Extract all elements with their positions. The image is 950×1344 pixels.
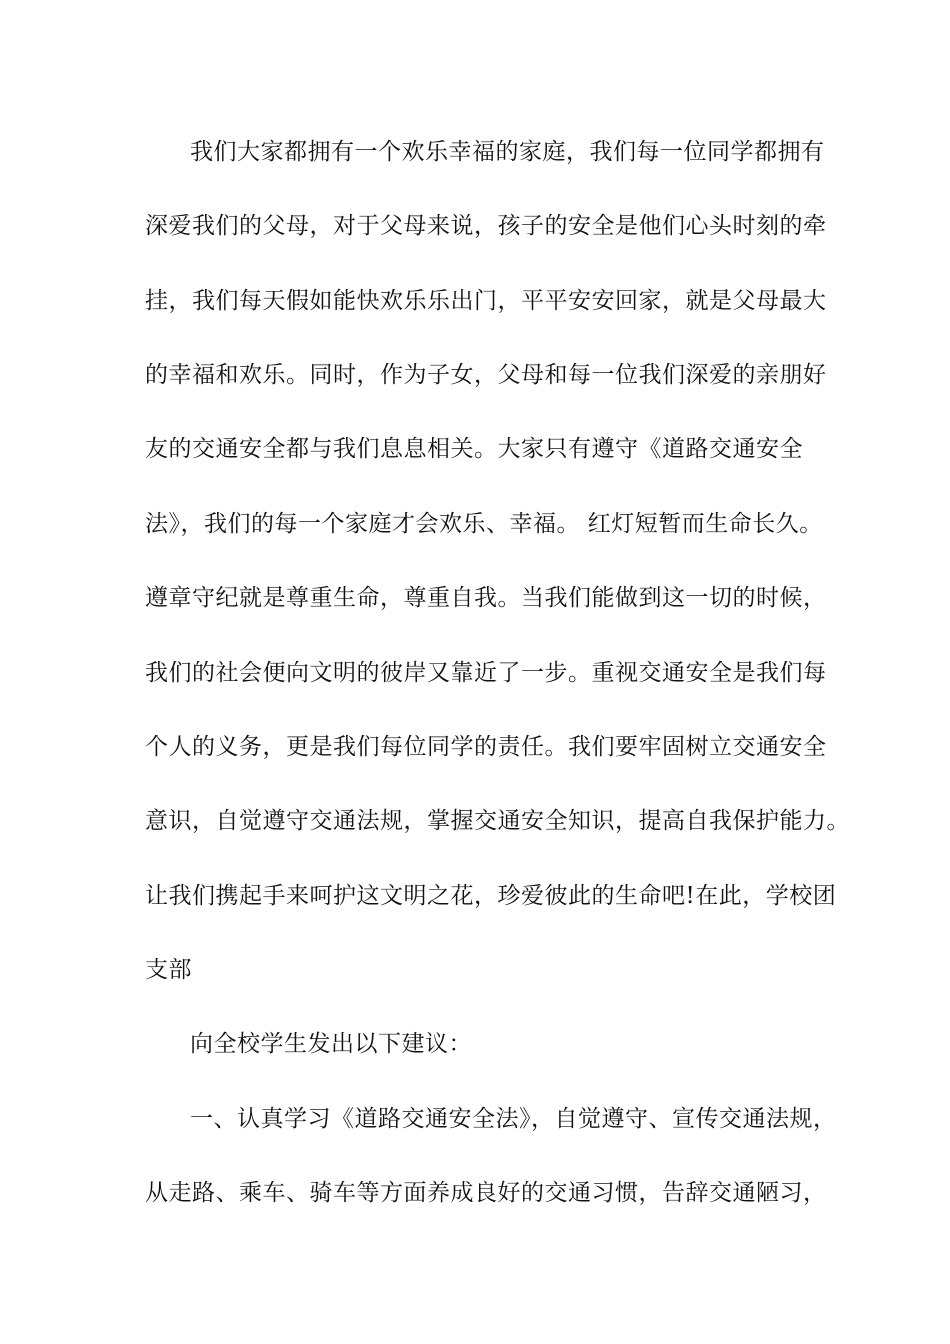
paragraph-line-1: 我们大家都拥有一个欢乐幸福的家庭，我们每一位同学都拥有 (190, 139, 825, 165)
paragraph-line-5: 友的交通安全都与我们息息相关。大家只有遵守《道路交通安全 (145, 436, 803, 462)
paragraph-line-14: 一、认真学习《道路交通安全法》，自觉遵守、宣传交通法规， (190, 1106, 837, 1132)
paragraph-line-9: 个人的义务，更是我们每位同学的责任。我们要牢固树立交通安全 (145, 734, 827, 760)
paragraph-line-3: 挂，我们每天假如能快欢乐乐出门，平平安安回家，就是父母最大 (145, 288, 827, 314)
paragraph-line-13: 向全校学生发出以下建议： (190, 1031, 472, 1057)
paragraph-line-2: 深爱我们的父母，对于父母来说，孩子的安全是他们心头时刻的牵 (145, 213, 827, 239)
paragraph-line-11: 让我们携起手来呵护这文明之花，珍爱彼此的生命吧!在此，学校团 (145, 883, 837, 909)
paragraph-line-4: 的幸福和欢乐。同时，作为子女，父母和每一位我们深爱的亲朋好 (145, 362, 827, 388)
paragraph-line-12: 支部 (145, 957, 192, 983)
paragraph-line-10: 意识，自觉遵守交通法规，掌握交通安全知识，提高自我保护能力。 (145, 808, 850, 834)
paragraph-line-8: 我们的社会便向文明的彼岸又靠近了一步。重视交通安全是我们每 (145, 660, 827, 686)
paragraph-line-6: 法》，我们的每一个家庭才会欢乐、幸福。 红灯短暂而生命长久。 (145, 511, 823, 537)
paragraph-line-7: 遵章守纪就是尊重生命，尊重自我。当我们能做到这一切的时候， (145, 585, 827, 611)
paragraph-line-15: 从走路、乘车、骑车等方面养成良好的交通习惯，告辞交通陋习， (145, 1180, 827, 1206)
